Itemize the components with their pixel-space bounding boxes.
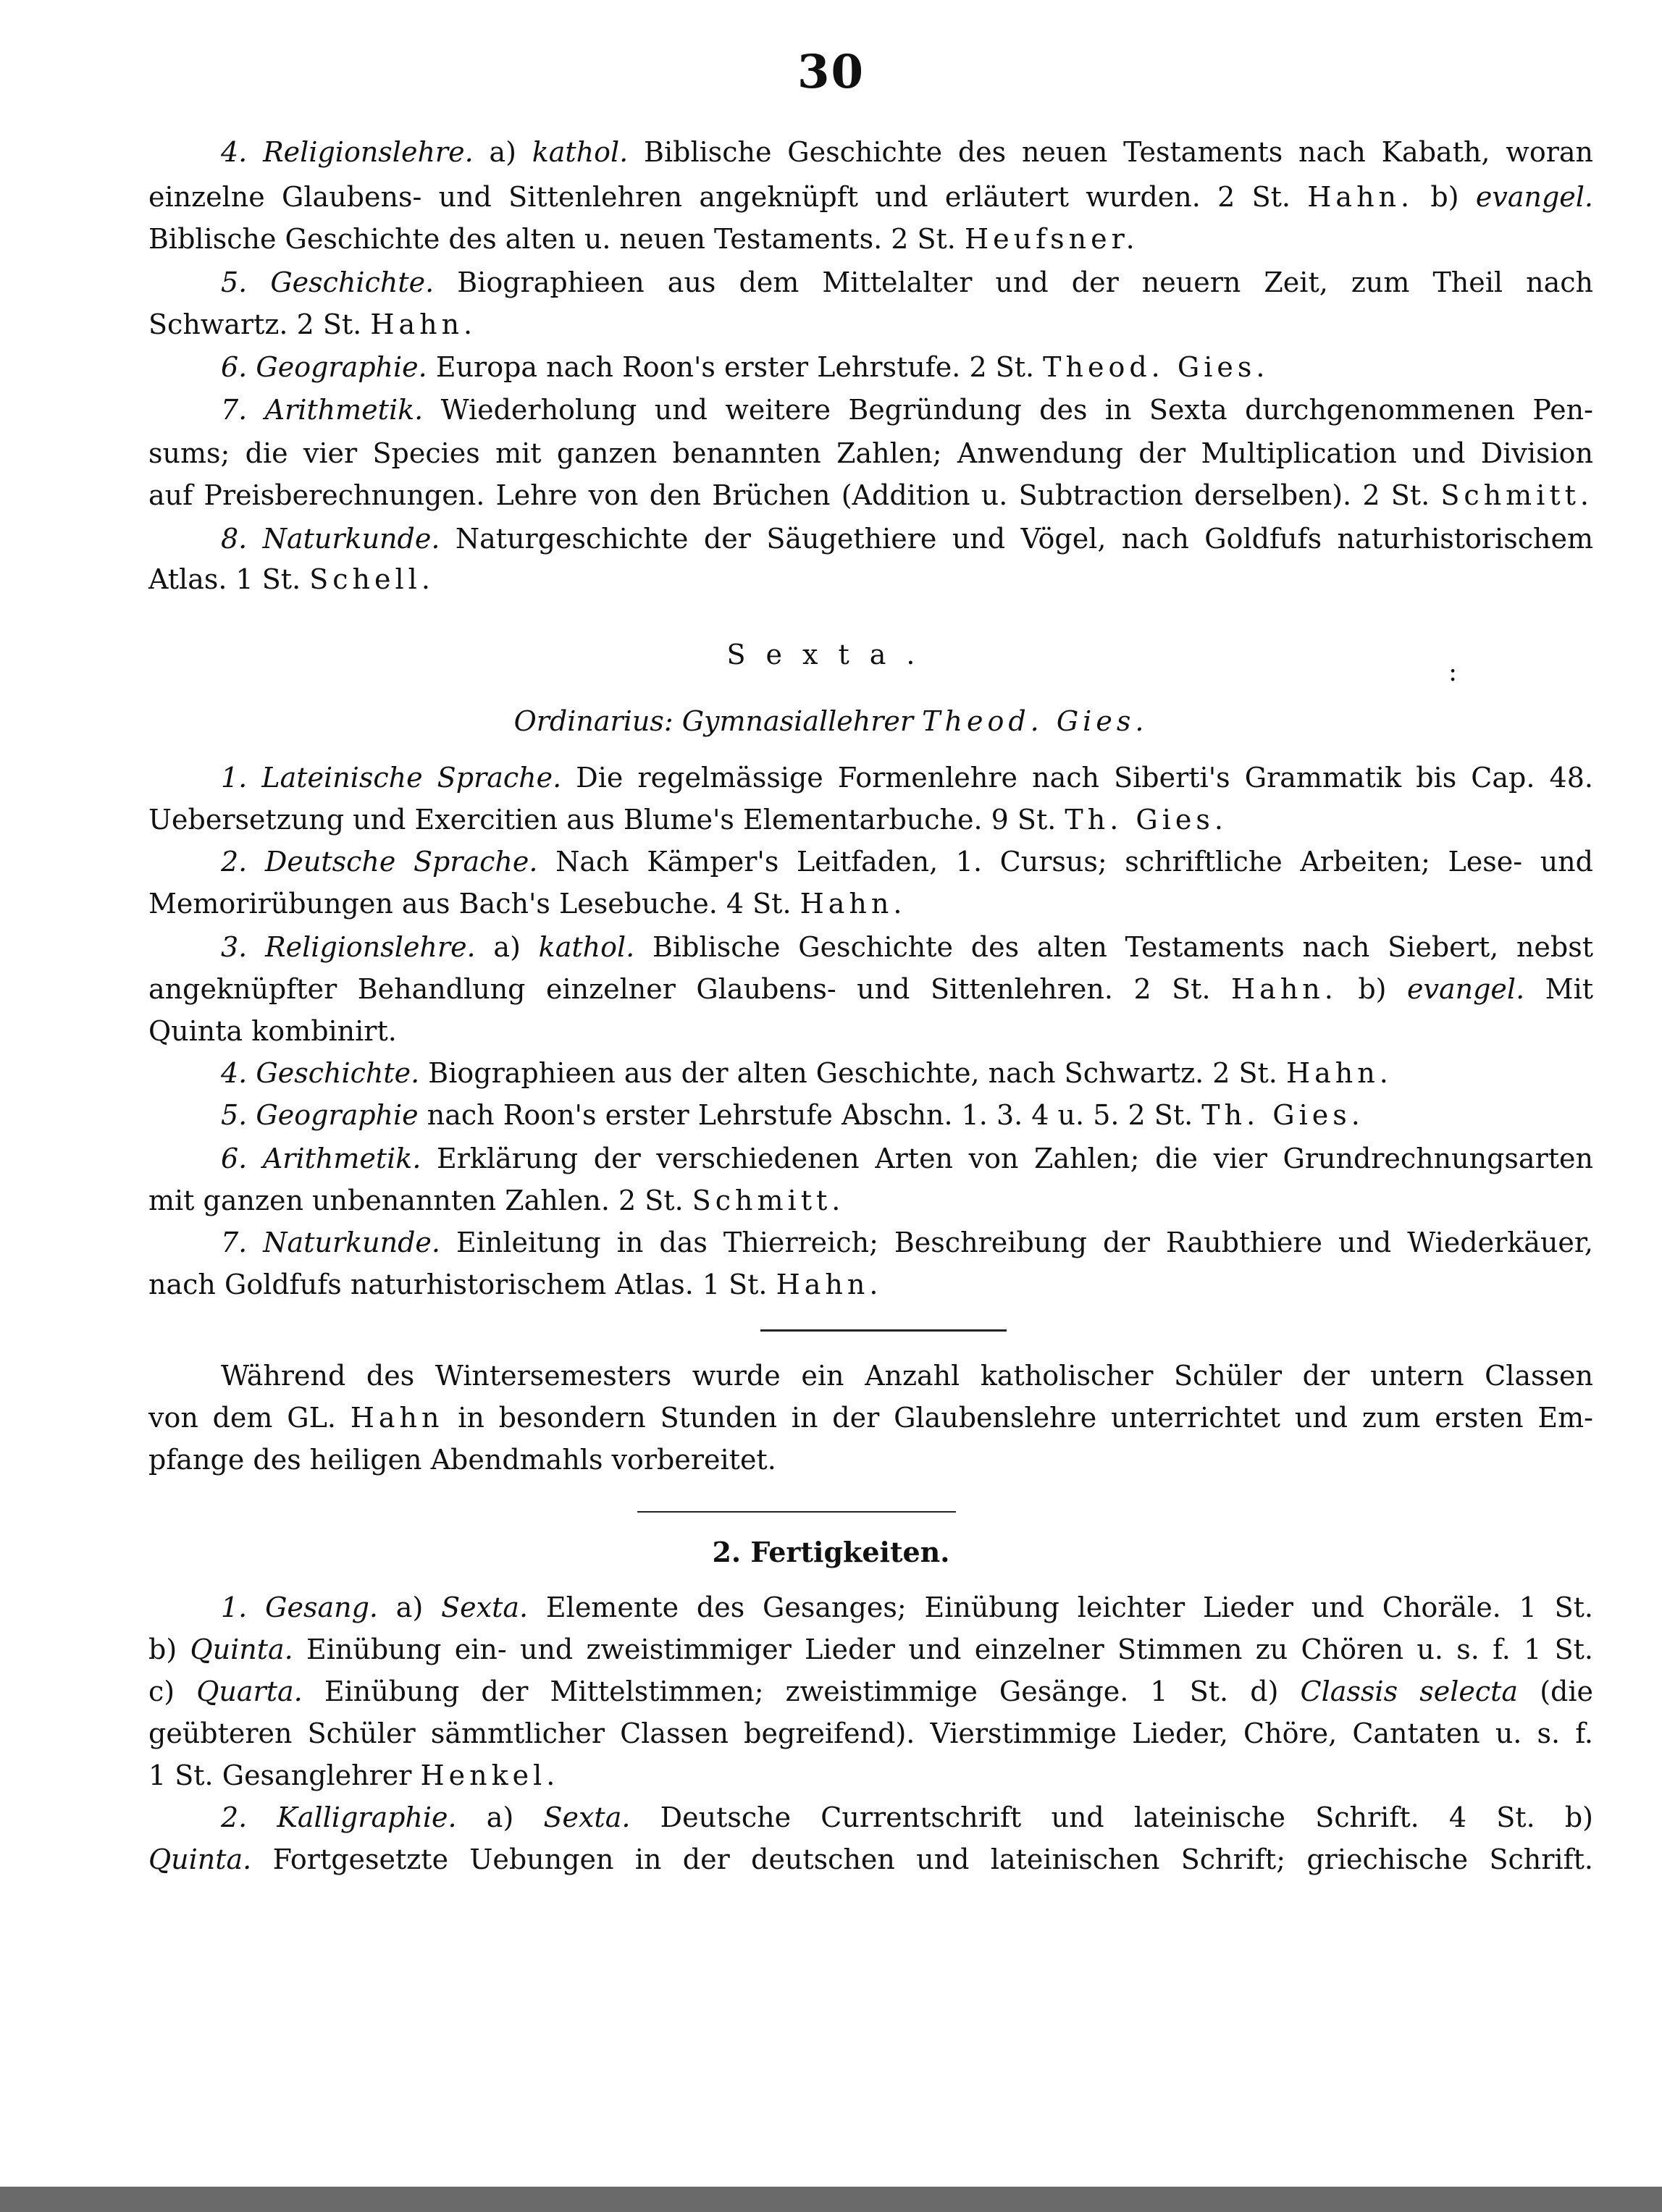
text-line (148, 1800, 1593, 1835)
text-segment (247, 1227, 263, 1258)
text-line (148, 180, 1593, 214)
text-segment: Henkel. (420, 1759, 560, 1791)
text-segment (247, 846, 265, 878)
text-segment: Hahn (350, 1402, 444, 1434)
text-segment: Th. Gies. (1065, 804, 1227, 836)
text-segment: Quinta. (190, 1633, 293, 1665)
text-line (148, 350, 1593, 384)
text-segment: nach Roon's erster Lehrstufe Abschn. 1. 3. 4 u. 5. 2 St. (418, 1099, 1202, 1131)
text-line (148, 562, 1593, 597)
text-segment: in besondern Stunden in der Glaubenslehre unterrichtet und zum ersten Em- (443, 1402, 1593, 1434)
text-line (148, 1442, 1593, 1477)
text-segment: b) (1337, 973, 1408, 1005)
text-segment: Schwartz. 2 St. (148, 308, 371, 340)
text-segment: Wiederholung und weitere Begründung des in Sexta durchgenommenen Pen- (423, 394, 1593, 426)
text-line (148, 930, 1593, 964)
text-segment: a) (473, 136, 532, 168)
text-segment: a) (475, 931, 539, 963)
text-segment: Sexta. (726, 639, 936, 670)
text-segment: angeknüpfter Behandlung einzelner Glaubens- und Sittenlehren. 2 St. (148, 973, 1232, 1005)
text-segment: Classis selecta (1300, 1675, 1519, 1707)
text-segment: Heufsner. (964, 223, 1139, 255)
text-segment: Kalligraphie. (277, 1801, 457, 1833)
text-segment: Schell. (309, 563, 435, 595)
text-segment: Hahn. (1307, 181, 1414, 213)
text-segment: Hahn. (799, 888, 907, 920)
text-segment: Naturkunde. (263, 1227, 440, 1258)
text-segment (247, 1591, 265, 1623)
text-segment: Hahn. (1231, 973, 1338, 1005)
text-segment: 6. (221, 1143, 248, 1174)
text-line (148, 972, 1593, 1006)
text-line (148, 1267, 1593, 1302)
text-line (148, 307, 1593, 342)
text-segment: Mit (1524, 973, 1593, 1005)
text-segment: evangel. (1407, 973, 1525, 1005)
text-segment (247, 1057, 256, 1089)
scan-edge (0, 2187, 1662, 2212)
text-segment: Deutsche Currentschrift und lateinische Schrift. 4 St. b) (630, 1801, 1593, 1833)
text-segment: Religionslehre. (263, 136, 474, 168)
text-segment: auf Preisberechnungen. Lehre von den Brüchen (Addition u. Subtraction derselben). 2 St. (148, 479, 1441, 511)
text-line (148, 1183, 1593, 1218)
text-segment: Hahn. (1285, 1057, 1393, 1089)
text-segment: Biographieen aus dem Mittelalter und der neuern Zeit, zum Theil nach (434, 266, 1593, 298)
text-segment (247, 266, 270, 298)
text-segment: Elemente des Gesanges; Einübung leichter Lieder und Choräle. 1 St. (528, 1591, 1593, 1623)
text-segment: 7. (221, 394, 248, 426)
text-line (148, 1014, 1593, 1048)
text-segment: Einübung ein- und zweistimmiger Lieder und einzelner Stimmen zu Chören u. s. f. 1 St. (293, 1633, 1593, 1665)
text-segment: Geographie (256, 1099, 419, 1131)
text-line (148, 392, 1593, 427)
text-segment: Einübung der Mittelstimmen; zweistimmige Gesänge. 1 St. d) (302, 1675, 1301, 1707)
text-segment: Lateinische Sprache. (261, 762, 562, 794)
text-line (148, 1098, 1593, 1132)
text-line (148, 1758, 1593, 1793)
text-line (148, 844, 1593, 879)
text-segment: Deutsche Sprache. (264, 846, 538, 878)
text-segment: 1 St. Gesanglehrer (148, 1759, 421, 1791)
text-segment: 8. (221, 523, 248, 555)
text-segment: 4. (221, 1057, 248, 1089)
text-segment: Schmitt. (692, 1185, 845, 1216)
text-line (148, 1590, 1593, 1625)
text-segment: evangel. (1475, 181, 1593, 213)
text-segment: Sexta. (441, 1591, 529, 1623)
text-segment: Quarta. (196, 1675, 303, 1707)
text-segment (247, 762, 261, 794)
text-segment: Geschichte. (270, 266, 435, 298)
text-line (148, 1632, 1593, 1667)
text-segment: kathol. (538, 931, 635, 963)
text-line (148, 1225, 1593, 1260)
text-line (148, 1141, 1593, 1176)
text-segment: Einleitung in das Thierreich; Beschreibung der Raubthiere und Wiederkäuer, (440, 1227, 1593, 1258)
text-segment: 2. Fertigkeiten. (712, 1536, 950, 1568)
text-segment: Arithmetik. (262, 1143, 421, 1174)
text-segment: nach Goldfufs naturhistorischem Atlas. 1 St. (148, 1269, 776, 1300)
section-divider (760, 1329, 1007, 1332)
text-segment (247, 931, 265, 963)
text-segment: Quinta. (148, 1843, 252, 1875)
text-segment: Biblische Geschichte des alten Testaments nach Siebert, nebst (634, 931, 1593, 963)
text-line (148, 478, 1593, 513)
text-segment: Quinta kombinirt. (148, 1015, 397, 1047)
text-segment: Fortgesetzte Uebungen in der deutschen und lateinischen Schrift; griechische Schrift. (251, 1843, 1593, 1875)
text-segment: mit ganzen unbenannten Zahlen. 2 St. (148, 1185, 692, 1216)
text-line (148, 886, 1593, 921)
text-segment: 2. (221, 846, 248, 878)
text-segment: Geographie. (256, 351, 427, 383)
text-line (148, 222, 1593, 256)
text-line (148, 760, 1593, 795)
text-segment: Religionslehre. (265, 931, 476, 963)
text-line (148, 1400, 1593, 1435)
text-segment: pfange des heiligen Abendmahls vorbereitet. (148, 1444, 776, 1476)
text-segment: Biographieen aus der alten Geschichte, nach Schwartz. 2 St. (419, 1057, 1286, 1089)
text-segment: b) (148, 1633, 190, 1665)
text-line (148, 135, 1593, 169)
page-number: 30 (797, 45, 865, 99)
text-segment: a) (456, 1801, 544, 1833)
text-segment: 5. (221, 266, 248, 298)
text-segment (247, 136, 263, 168)
text-segment (247, 1143, 263, 1174)
text-segment: Theod. Gies. (1043, 351, 1269, 383)
text-segment: Sexta. (543, 1801, 631, 1833)
text-segment: 3. (221, 931, 248, 963)
text-segment: Naturgeschichte der Säugethiere und Vögel, nach Goldfufs naturhistorischem (440, 523, 1593, 555)
text-segment: 2. (221, 1801, 248, 1833)
text-segment: 1. (221, 762, 248, 794)
text-segment: Th. Gies. (1201, 1099, 1364, 1131)
text-segment: Gesang. (265, 1591, 378, 1623)
section-heading-sexta (0, 637, 1662, 672)
text-segment: Die regelmässige Formenlehre nach Siberti's Grammatik bis Cap. 48. (561, 762, 1593, 794)
text-segment: Geschichte. (256, 1057, 420, 1089)
text-segment: 6. (221, 351, 248, 383)
text-segment: 7. (221, 1227, 248, 1258)
text-segment: 5. (221, 1099, 248, 1131)
ordinarius-line (0, 704, 1662, 739)
text-segment: b) (1414, 181, 1476, 213)
section-heading-fertigkeiten (0, 1535, 1662, 1570)
text-segment: einzelne Glaubens- und Sittenlehren angeknüpft und erläutert wurden. 2 St. (148, 181, 1308, 213)
text-line (148, 265, 1593, 300)
text-line (148, 436, 1593, 471)
text-segment (247, 1099, 256, 1131)
text-segment: 4. (221, 136, 248, 168)
text-segment (247, 394, 264, 426)
text-segment: 1. (221, 1591, 248, 1623)
text-segment (247, 1801, 277, 1833)
text-line (148, 802, 1593, 837)
margin-mark: : (1448, 657, 1458, 687)
text-segment: sums; die vier Species mit ganzen benannten Zahlen; Anwendung der Multiplication und Division (148, 437, 1593, 469)
text-segment: Atlas. 1 St. (148, 563, 310, 595)
text-segment: (die (1518, 1675, 1593, 1707)
text-line (148, 1358, 1593, 1393)
text-segment: a) (377, 1591, 442, 1623)
section-divider (637, 1511, 956, 1513)
text-line (148, 1842, 1593, 1877)
text-segment: Erklärung der verschiedenen Arten von Zahlen; die vier Grundrechnungsarten (421, 1143, 1593, 1174)
text-segment: Biblische Geschichte des alten u. neuen Testaments. 2 St. (148, 223, 965, 255)
text-segment: Uebersetzung und Exercitien aus Blume's Elementarbuche. 9 St. (148, 804, 1065, 836)
text-segment: Memorirübungen aus Bach's Lesebuche. 4 St. (148, 888, 800, 920)
text-segment: geübteren Schüler sämmtlicher Classen begreifend). Vierstimmige Lieder, Chöre, Cantaten u. s. f. (148, 1717, 1593, 1749)
text-segment: Europa nach Roon's erster Lehrstufe. 2 St. (427, 351, 1044, 383)
text-segment: Arithmetik. (264, 394, 424, 426)
text-segment: Biblische Geschichte des neuen Testaments nach Kabath, woran (628, 136, 1594, 168)
text-segment: Hahn. (776, 1269, 883, 1300)
text-segment: Schmitt. (1440, 479, 1593, 511)
text-segment (247, 523, 262, 555)
text-segment: kathol. (532, 136, 629, 168)
text-segment: Während des Wintersemesters wurde ein Anzahl katholischer Schüler der untern Classen (221, 1360, 1593, 1392)
text-line (148, 1716, 1593, 1751)
text-line (148, 1674, 1593, 1709)
text-segment: Theod. Gies. (922, 705, 1149, 737)
text-segment: Hahn. (370, 308, 477, 340)
text-segment: c) (148, 1675, 197, 1707)
text-segment: Nach Kämper's Leitfaden, 1. Cursus; schriftliche Arbeiten; Lese- und (537, 846, 1593, 878)
text-segment (247, 351, 256, 383)
text-segment: Ordinarius: Gymnasiallehrer (513, 705, 923, 737)
text-segment: von dem GL. (148, 1402, 351, 1434)
text-line (148, 521, 1593, 556)
text-line (148, 1056, 1593, 1090)
text-segment: Naturkunde. (262, 523, 440, 555)
